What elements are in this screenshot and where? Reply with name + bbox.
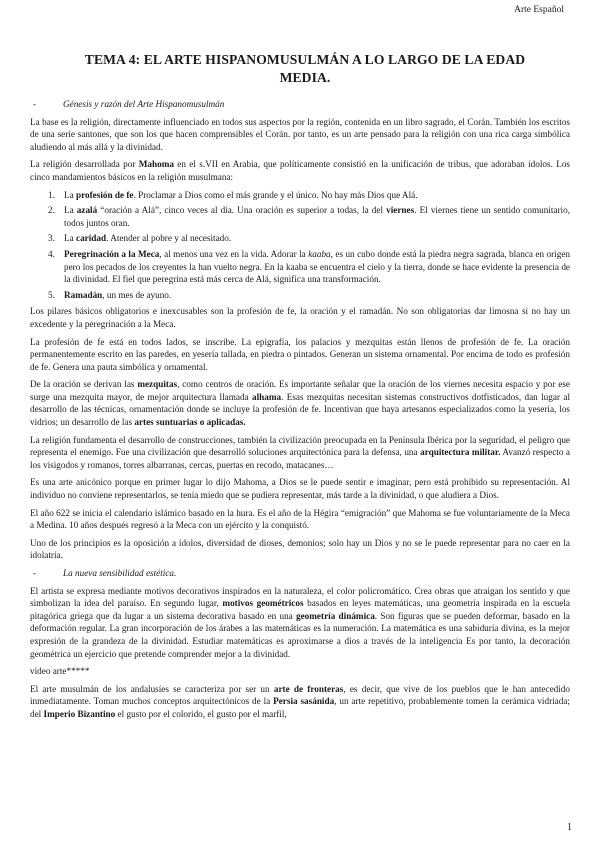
paragraph-pilares: Los pilares básicos obligatorios e inexcusables son la profesión de fe, la oración y el ramadán. No son obligatorias dar limosna si no hay un excedente y la peregrinación a la Meca. bbox=[30, 306, 570, 329]
paragraph-arte-fronteras bbox=[30, 683, 570, 721]
text-run: La religión desarrollada por bbox=[30, 159, 139, 170]
document-title: TEMA 4: EL ARTE HISPANOMUSULMÁN A LO LARGO DE LA EDAD MEDIA. bbox=[84, 52, 526, 85]
list-item bbox=[30, 232, 570, 245]
text-run: , es decir, que vive de los pueblos que le han antecedido inmediatamente. Toman muchos conceptos arquitectónicos de la bbox=[30, 683, 570, 707]
text-run: . El viernes tiene un sentido comunitario, todos juntos oran. bbox=[64, 205, 570, 228]
bold-term: azalá bbox=[76, 205, 98, 216]
text-run: El arte musulmán de los andalusíes se caracteriza por ser un bbox=[30, 683, 274, 694]
text-run: . Esas mezquitas necesitan sistemas constructivos dotfisticados, dan lugar al desarrollo de las técnicas, ornamentación donde se incluye la profesión de fe. Incentivan que haya artesanos especializados como la yesería, los vidrios; un desarrollo de las bbox=[30, 391, 570, 428]
text-run: La bbox=[64, 205, 77, 216]
bold-term: caridad bbox=[76, 233, 107, 244]
bold-term: arte de fronteras bbox=[273, 683, 344, 694]
document-header-subject: Arte Español bbox=[514, 5, 564, 15]
bold-term: Ramadán bbox=[64, 289, 103, 300]
bold-term: arquitectura militar. bbox=[420, 447, 501, 458]
text-run: Avanzó respecto a los visigodos y romanos, torres albarranas, cercas, puertas en recodo, matacanes… bbox=[30, 447, 570, 470]
bold-term: geometría dinámica bbox=[296, 610, 375, 621]
paragraph-hegira: El año 622 se inicia el calendario islámico basado en la hura. Es el año de la Hégira “emigración” que Mahoma se fue voluntariamente de la Meca a Medina. 10 años después regresó a la Meca con un ejército y la conquistó. bbox=[30, 507, 570, 531]
list-number: 2. bbox=[48, 205, 55, 216]
list-item bbox=[30, 204, 570, 229]
list-item bbox=[30, 248, 570, 286]
text-run: , como centros de oración. Es importante señalar que la oración de los viernes necesita espacio y por ese surge una mezquita mayor, de mejor arquitectura llamada bbox=[30, 379, 570, 402]
page-number: 1 bbox=[567, 822, 572, 833]
text-run: De la oración se derivan las bbox=[30, 379, 138, 390]
bullet-dash: - bbox=[33, 99, 37, 109]
list-number: 3. bbox=[48, 233, 55, 244]
list-item bbox=[30, 289, 570, 302]
paragraph-profesion-fe: La profesión de fe está en todos lados, se inscribe. La epigrafía, los palacios y mezquitas están llenos de profesión de fe. La oración permanentemente escrito en las paredes, en yesería tallada, en piedra o pintados. Generan un sistema ornamental. Por encima de todo es profesión de fe. Genera una pauta simbólica y ornamental. bbox=[30, 336, 570, 372]
bullet-dash: - bbox=[33, 568, 37, 578]
list-number: 4. bbox=[48, 248, 55, 259]
bold-term: Imperio Bizantino bbox=[43, 708, 116, 719]
section-heading-text: La nueva sensibilidad estética. bbox=[63, 568, 177, 578]
section-heading-text: Génesis y razón del Arte Hispanomusulmán bbox=[63, 99, 225, 109]
text-run: . Son figuras que se pueden deformar, basado en la deformación regular. La gran incorporación de los árabes a las matemáticas es la numeración. La matemática es una sabiduría divina, es la mejor expresión de la grandeza de la divinidad. Estudiar matemáticas es aproximarse a dios a través de la inteligencia Es por tanto, la decoración geométrica un ejercicio que pretende comprender mejor a la divinidad. bbox=[30, 610, 570, 659]
bold-term: Mahoma bbox=[138, 159, 174, 170]
text-run: El artista se expresa mediante motivos decorativos inspirados en la naturaleza, el color policromático. Crea obras que atraigan los sentido y que simbolizan la idea del paraíso. En segundo lugar, bbox=[30, 585, 570, 609]
bold-term: motivos geométricos bbox=[222, 598, 304, 609]
paragraph-mezquitas bbox=[30, 378, 570, 428]
text-run: , al menos una vez en la vida. Adorar la bbox=[159, 248, 309, 259]
text-run: el gusto por el colorido, el gusto por el marfil, bbox=[115, 708, 287, 719]
paragraph-artista bbox=[30, 585, 570, 661]
text-run: , un arte repetitivo, probablemente tomen la cerámica vidriada; del bbox=[30, 696, 570, 719]
text-run: en el s.VII en Arabia, que políticamente consistió en la unificación de tribus, que adoraban ídolos. Los cinco mandamientos básicos en la religión musulmana: bbox=[30, 159, 570, 182]
section-heading-genesis bbox=[30, 98, 570, 111]
text-run: La bbox=[64, 233, 76, 244]
text-run: , es un cubo donde está la piedra negra sagrada, blanca en origen pero los pecados de los creyentes la han vuelto negra. En la kaaba se encuentra el cielo y la tierra, donde se hace evidente la presencia de la divinidad. El fiel que peregrina está más cerca de Alá, significa una transformación. bbox=[64, 248, 570, 285]
paragraph-mahoma bbox=[30, 158, 570, 183]
italic-term: kaaba bbox=[308, 248, 331, 259]
bold-term: Peregrinación a la Meca bbox=[64, 248, 160, 259]
text-run: La religión fundamenta el desarrollo de construcciones, también la civilización preocupada en la Península Ibérica por la seguridad, el peligro que representa el enemigo. Fue una civilización que desarrolló soluciones arquitectónica para la defensa, una bbox=[30, 434, 570, 458]
bold-term: alhama bbox=[251, 391, 282, 402]
commandments-list bbox=[30, 189, 570, 302]
text-run: . Atender al pobre y al necesitado. bbox=[106, 233, 232, 244]
bold-term: mezquitas bbox=[137, 379, 178, 390]
bold-term: artes suntuarias o aplicadas. bbox=[134, 417, 246, 428]
text-run: , un mes de ayuno. bbox=[102, 289, 172, 300]
bold-term: profesión de fe bbox=[76, 189, 134, 200]
list-item bbox=[30, 189, 570, 202]
list-number: 1. bbox=[48, 189, 55, 200]
text-run: La bbox=[64, 189, 76, 200]
bold-term: Persia sasánida bbox=[273, 696, 335, 707]
text-run: “oración a Alá”, cinco veces al día. Una oración es superior a todas, la del bbox=[97, 205, 387, 216]
section-heading-sensibilidad bbox=[30, 567, 570, 580]
text-run: . Proclamar a Dios como el más grande y el único. No hay más Dios que Alá. bbox=[133, 189, 418, 200]
paragraph-arquitectura-militar bbox=[30, 434, 570, 472]
text-run: basados en leyes matemáticas, una geometría inspirada en la escuela pitagórica griega que da lugar a un sistema decorativa basado en una bbox=[30, 598, 571, 621]
list-number: 5. bbox=[48, 289, 55, 300]
paragraph-aniconico: Es una arte anicónico porque en primer lugar lo dijo Mahoma, a Dios se le puede sentir e imaginar, pero está prohibido su representación. Al individuo no conviene representarlos, se tenía miedo que se pudiera representar, más tarde a la divinidad, o que aludiera a Dios. bbox=[30, 477, 570, 501]
document-body bbox=[30, 98, 570, 726]
paragraph-religion-base: La base es la religión, directamente influenciado en todos sus aspectos por la región, contenida en un libro sagrado, el Corán. También los escritos de una serie santones, que son los que hacen comprensibles el Corán. por tanto, es un arte pensado para la religión con una rica carga simbólica aludiendo al más allá y la divinidad. bbox=[30, 116, 570, 152]
bold-term: viernes bbox=[386, 205, 415, 216]
note-video: video arte***** bbox=[30, 666, 90, 677]
paragraph-idolos: Uno de los principios es la oposición a ídolos, diversidad de dioses, demonios; solo hay un Dios y no se le puede representar para no caer en la idolatría. bbox=[30, 537, 570, 561]
